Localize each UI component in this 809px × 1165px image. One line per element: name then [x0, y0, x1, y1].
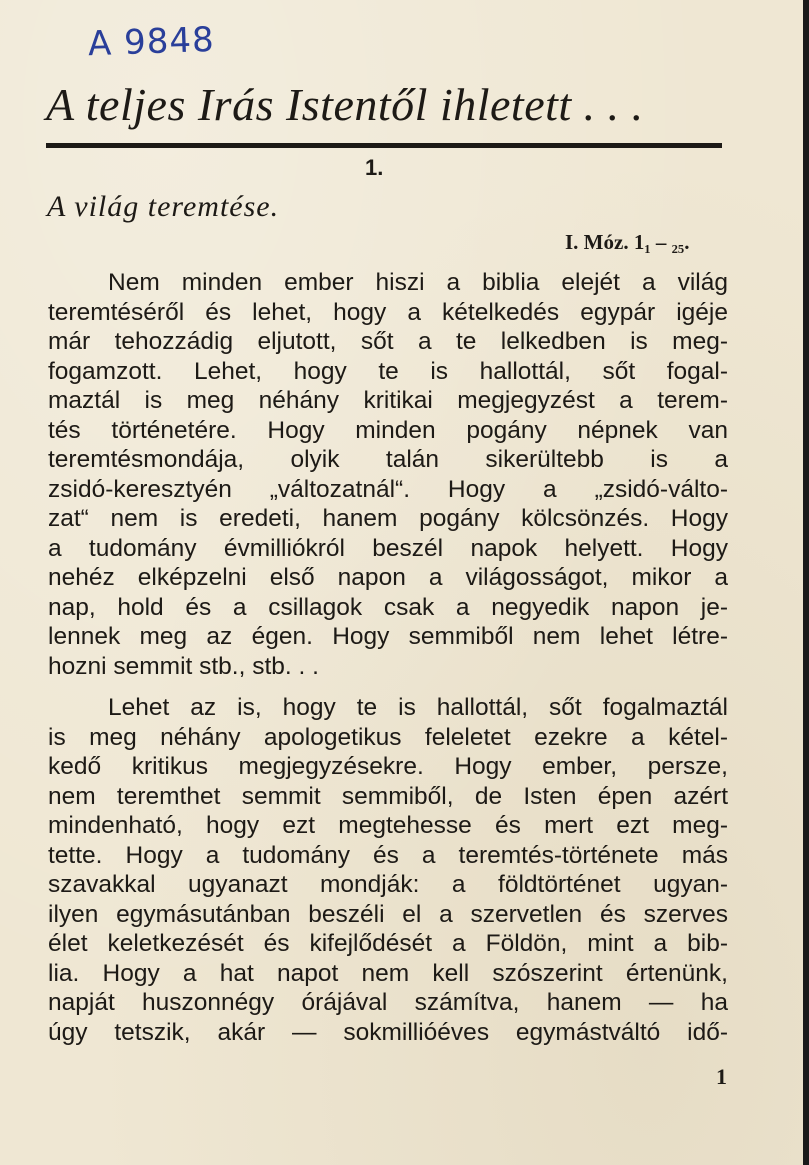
- text-line: maztál is meg néhány kritikai megjegyzést a terem-: [48, 387, 728, 414]
- page-number: 1: [716, 1064, 727, 1089]
- text-line: teremtésmondája, olyik talán sikerültebb is a: [48, 446, 728, 473]
- text-line: Lehet az is, hogy te is hallottál, sőt fogalmaztál: [108, 694, 728, 721]
- text-line: nem teremthet semmit semmiből, de Isten épen azért: [48, 782, 728, 810]
- text-line: teremtéséről és lehet, hogy a kételkedés egypár igéje: [48, 298, 728, 326]
- text-line: mindenható, hogy ezt megtehesse és mert ezt meg-: [48, 812, 728, 839]
- text-line: tette. Hogy a tudomány és a teremtés-története más: [48, 841, 728, 869]
- page-title: A teljes Irás Istentől ihletett . . .: [46, 79, 644, 130]
- paragraph-1: [48, 268, 728, 681]
- text-line: már tehozzádig eljutott, sőt a te lelkedben is meg-: [48, 328, 728, 355]
- bible-reference: I. Móz. 1₁ – ₂₅.: [565, 230, 690, 254]
- text-line: a tudomány évmilliókról beszél napok helyett. Hogy: [48, 534, 728, 562]
- text-line: lia. Hogy a hat napot nem kell szószerint értenünk,: [48, 959, 728, 987]
- archive-stamp: A 9848: [87, 19, 216, 65]
- text-line: is meg néhány apologetikus feleletet ezekre a kétel-: [48, 723, 728, 751]
- text-line: úgy tetszik, akár — sokmillióéves egymástváltó idő-: [48, 1018, 728, 1046]
- text-line: szavakkal ugyanazt mondják: a földtörténet ugyan-: [48, 871, 728, 898]
- text-line: kedő kritikus megjegyzésekre. Hogy ember, persze,: [48, 753, 728, 780]
- text-line: zat“ nem is eredeti, hanem pogány kölcsönzés. Hogy: [48, 505, 728, 532]
- text-line: lennek meg az égen. Hogy semmiből nem lehet létre-: [48, 623, 728, 650]
- text-line: nap, hold és a csillagok csak a negyedik napon je-: [48, 593, 728, 621]
- text-line: fogamzott. Lehet, hogy te is hallottál, sőt fogal-: [48, 357, 728, 385]
- body-text: [48, 268, 728, 1047]
- text-line: hozni semmit stb., stb. . .: [48, 652, 319, 680]
- text-line: ilyen egymásutánban beszéli el a szervetlen és szerves: [48, 900, 728, 928]
- paragraph-gap: [48, 681, 728, 693]
- text-line: Nem minden ember hiszi a biblia elejét a világ: [108, 269, 728, 296]
- text-line: zsidó-keresztyén „változatnál“. Hogy a „zsidó-válto-: [48, 475, 728, 503]
- paragraph-2: [48, 693, 728, 1047]
- section-number: 1.: [365, 155, 384, 180]
- text-line: tés történetére. Hogy minden pogány népnek van: [48, 416, 728, 444]
- text-line: élet keletkezését és kifejlődését a Földön, mint a bib-: [48, 930, 728, 957]
- text-line: napját huszonnégy órájával számítva, hanem — ha: [48, 989, 728, 1016]
- scan-edge: [803, 0, 809, 1165]
- text-line: nehéz elképzelni első napon a világosságot, mikor a: [48, 564, 728, 591]
- section-title: A világ teremtése.: [47, 190, 280, 223]
- title-rule: [46, 143, 722, 148]
